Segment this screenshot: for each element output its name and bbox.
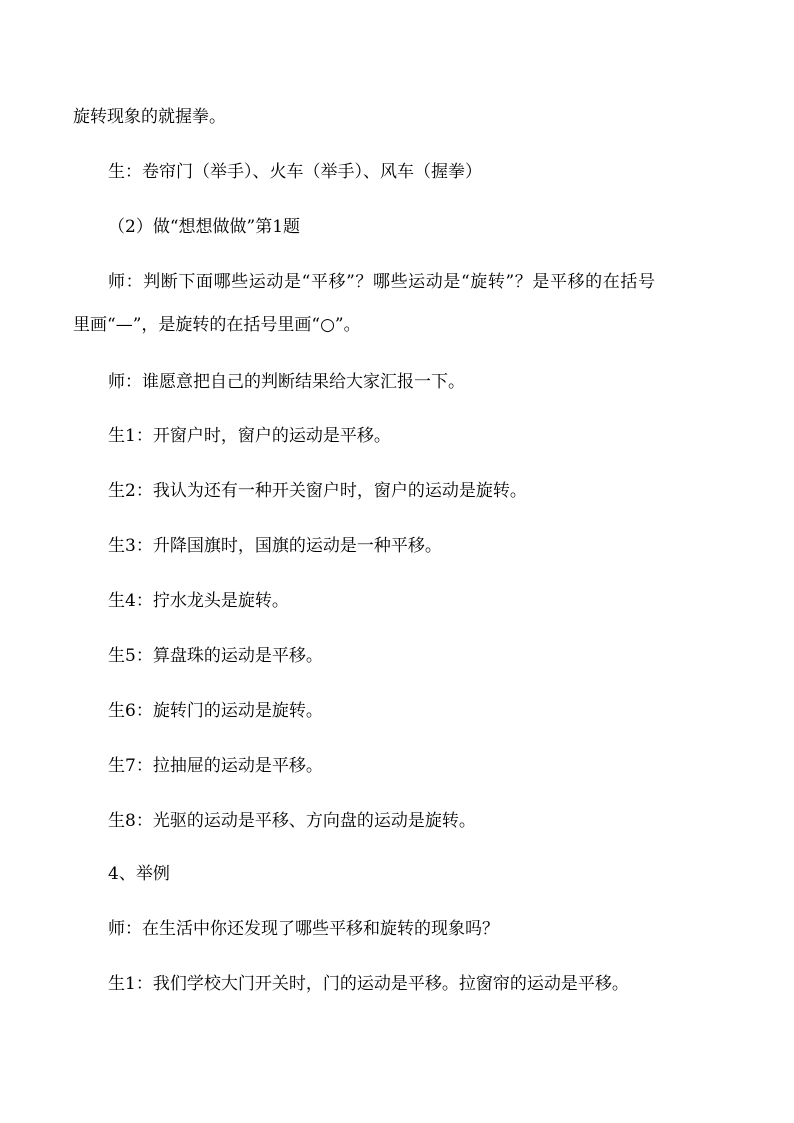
- student-5-answer: 生5：算盘珠的运动是平移。: [108, 646, 323, 666]
- student-8-answer: 生8：光驱的运动是平移、方向盘的运动是旋转。: [108, 811, 476, 831]
- student-4-answer: 生4：拧水龙头是旋转。: [108, 591, 289, 611]
- student-2-answer: 生2：我认为还有一种开关窗户时，窗户的运动是旋转。: [108, 481, 527, 501]
- teacher-question: 师：谁愿意把自己的判断结果给大家汇报一下。: [108, 372, 465, 392]
- student-7-answer: 生7：拉抽屉的运动是平移。: [108, 756, 323, 776]
- student-3-answer: 生3：升降国旗时，国旗的运动是一种平移。: [108, 536, 442, 556]
- teacher-instruction: 师：判断下面哪些运动是“平移”？哪些运动是“旋转”？是平移的在括号: [108, 272, 656, 292]
- student-1-example: 生1：我们学校大门开关时，门的运动是平移。拉窗帘的运动是平移。: [108, 974, 629, 994]
- section-heading-exercise: （2）做“想想做做”第1题: [108, 217, 301, 237]
- section-heading-examples: 4、举例: [108, 864, 170, 884]
- teacher-instruction-continued: 里画“—”，是旋转的在括号里画“○”。: [73, 315, 361, 335]
- paragraph-continuation: 旋转现象的就握拳。: [73, 107, 226, 127]
- student-6-answer: 生6：旋转门的运动是旋转。: [108, 701, 323, 721]
- student-answer: 生：卷帘门（举手）、火车（举手）、风车（握拳）: [108, 162, 482, 182]
- student-1-answer: 生1：开窗户时，窗户的运动是平移。: [108, 426, 391, 446]
- teacher-examples-question: 师：在生活中你还发现了哪些平移和旋转的现象吗？: [108, 919, 499, 939]
